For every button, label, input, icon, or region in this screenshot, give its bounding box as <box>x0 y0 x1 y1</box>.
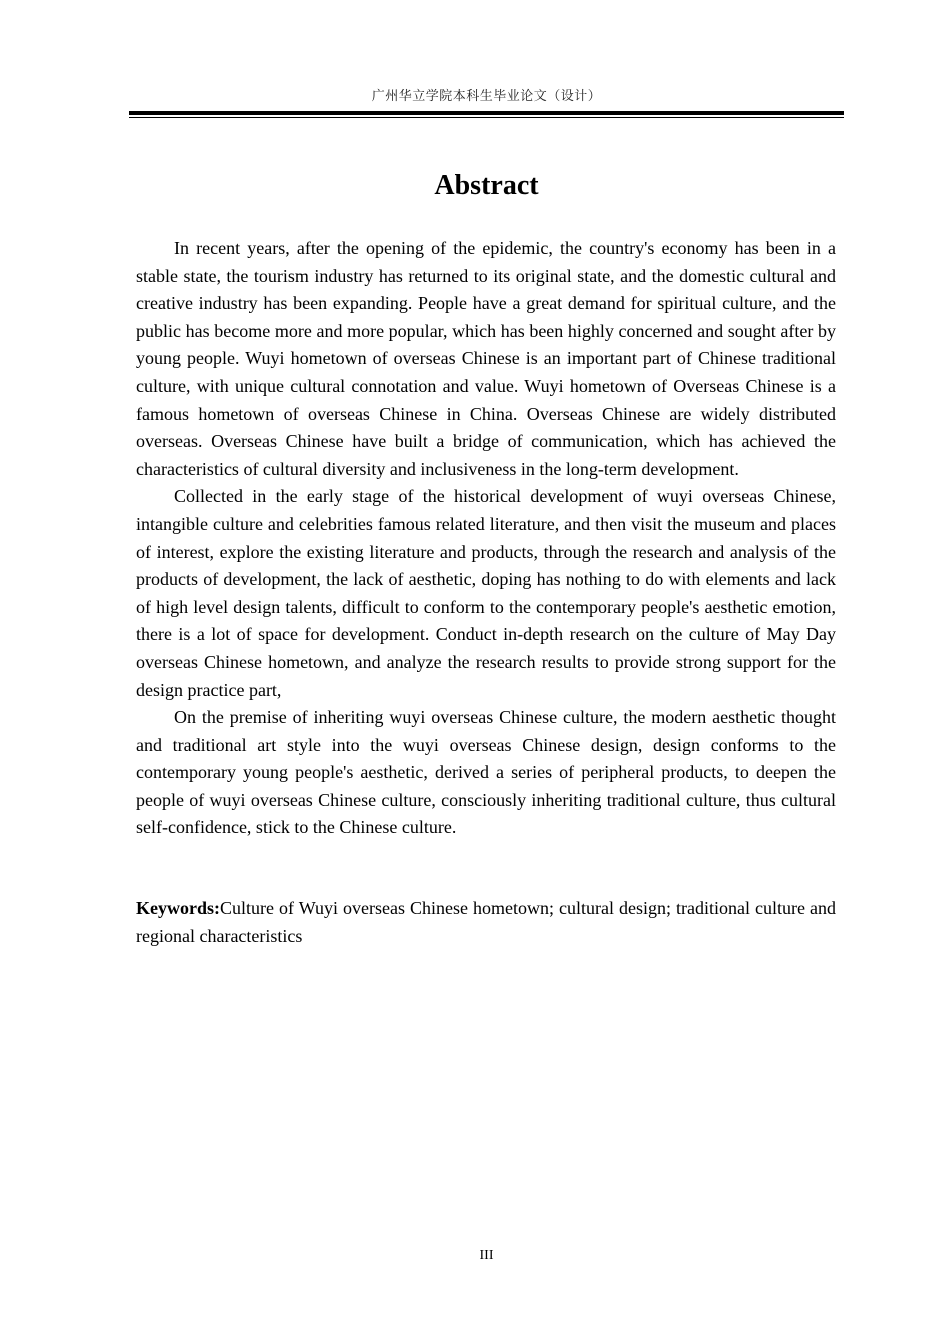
abstract-body <box>136 235 836 842</box>
abstract-paragraph-3: On the premise of inheriting wuyi overseas Chinese culture, the modern aesthetic thought and traditional art style into the wuyi overseas Chinese design, design conforms to the contemporary young people's aesthetic, derived a series of peripheral products, to deepen the people of wuyi overseas Chinese culture, consciously inheriting traditional culture, thus cultural self-confidence, stick to the Chinese culture. <box>136 707 836 838</box>
abstract-paragraph-2: Collected in the early stage of the historical development of wuyi overseas Chinese, intangible culture and celebrities famous related literature, and then visit the museum and places of interest, explore the existing literature and products, through the research and analysis of the products of development, the lack of aesthetic, doping has nothing to do with elements and lack of high level design talents, difficult to conform to the contemporary people's aesthetic emotion, there is a lot of space for development. Conduct in-depth research on the culture of May Day overseas Chinese hometown, and analyze the research results to provide strong support for the design practice part, <box>136 486 836 700</box>
keywords-label: Keywords: <box>136 898 220 918</box>
page-title: Abstract <box>434 170 539 201</box>
header-rule-thin <box>129 117 844 118</box>
running-header: 广州华立学院本科生毕业论文（设计） <box>371 89 602 104</box>
page-number: III <box>479 1248 494 1263</box>
header-rule-thick <box>129 111 844 115</box>
abstract-paragraph-1: In recent years, after the opening of the epidemic, the country's economy has been in a stable state, the tourism industry has returned to its original state, and the domestic cultural and creative industry has been expanding. People have a great demand for spiritual culture, and the public has become more and more popular, which has been highly concerned and sought after by young people. Wuyi hometown of overseas Chinese is an important part of Chinese traditional culture, with unique cultural connotation and value. Wuyi hometown of Overseas Chinese is a famous hometown of overseas Chinese in China. Overseas Chinese are widely distributed overseas. Overseas Chinese have built a bridge of communication, which has achieved the characteristics of cultural diversity and inclusiveness in the long-term development. <box>136 238 836 479</box>
keywords-line <box>136 895 836 950</box>
keywords-text: Culture of Wuyi overseas Chinese hometown; cultural design; traditional culture and regional characteristics <box>136 898 836 946</box>
